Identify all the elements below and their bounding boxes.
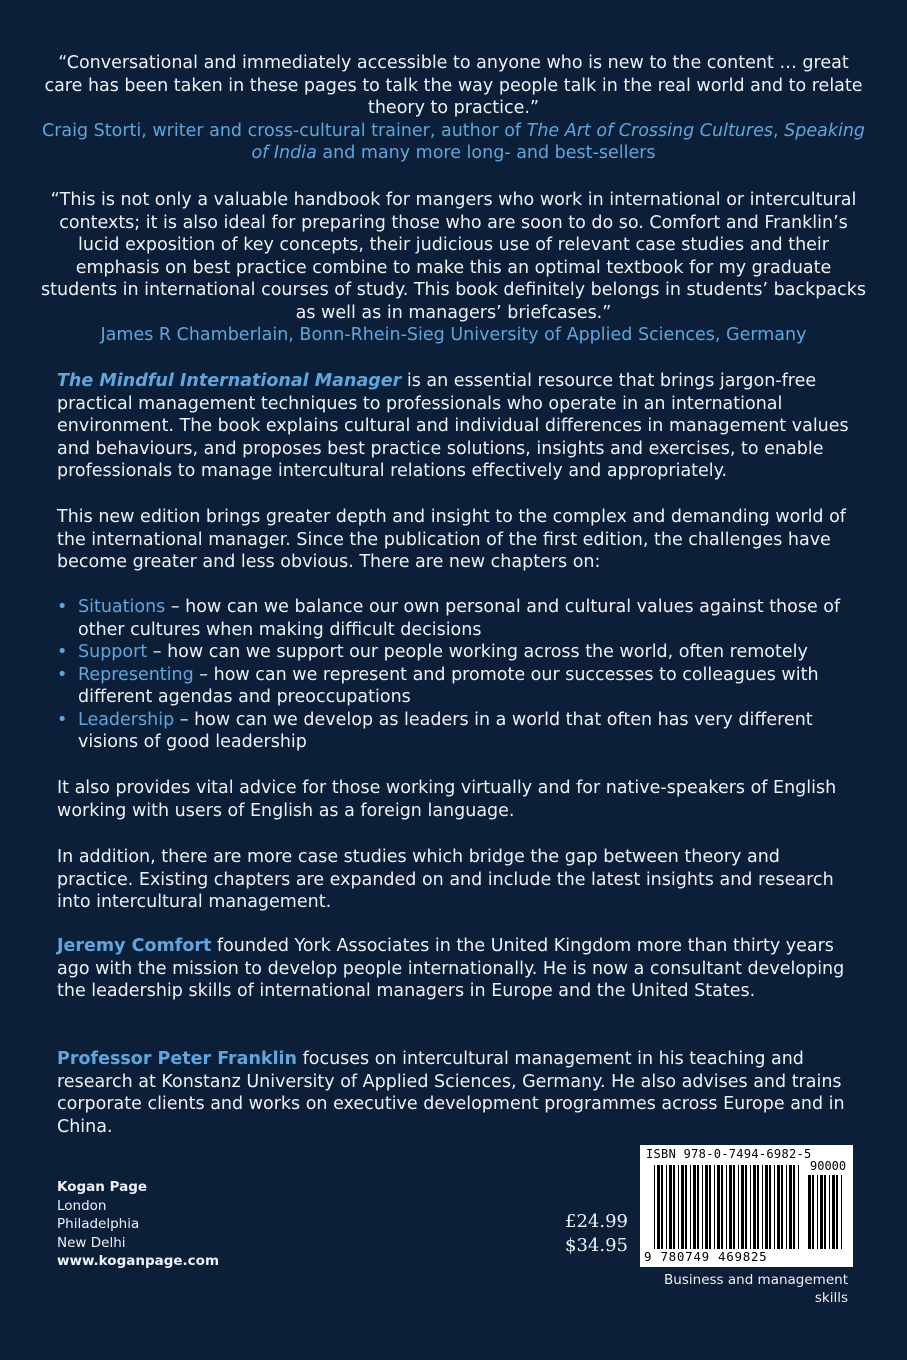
barcode-bar [765,1165,768,1249]
barcode-bar [762,1165,763,1249]
barcode-bar [781,1165,783,1249]
barcode-bar [733,1165,735,1249]
chapter-description: – how can we support our people working across the world, often remotely [147,642,808,662]
barcode-bar [817,1175,818,1249]
barcode-addon-number: 90000 [810,1159,847,1173]
barcode-bar [693,1165,696,1249]
price-gbp: £24.99 [565,1211,628,1232]
bullet-icon: • [57,664,68,685]
chapter-description: – how can we represent and promote our successes to colleagues with different agendas and preoccupations [78,664,819,707]
barcode-bar [836,1175,838,1249]
barcode-bar [808,1175,811,1249]
barcode-bar [789,1165,792,1249]
barcode-bar [721,1165,723,1249]
book-title-crossing-cultures: The Art of Crossing Cultures [526,120,773,141]
author-bio-text: founded York Associates in the United Kingdom more than thirty years ago with the mission to develop people internationally. He is now a consultant developing the leadership skills of international managers in Europe and the United States. [57,936,845,1001]
barcode-bar [666,1165,667,1249]
list-item [57,709,857,754]
barcode-bar [798,1165,799,1249]
author-bio-text: focuses on intercultural management in his teaching and research at Konstanz University of Applied Sciences, Germany. He also advises and trains corporate clients and works on executive development programmes across Europe and in China. [57,1049,845,1137]
chapter-name: Leadership [78,709,175,730]
publisher-city: New Delhi [57,1234,126,1251]
chapter-name: Representing [78,664,194,685]
attribution-separator: , [772,120,785,141]
barcode-bar [702,1165,703,1249]
barcode-bar [793,1165,795,1249]
barcode-bar [829,1175,830,1249]
publisher-city: Philadelphia [57,1216,140,1232]
barcode-bar [717,1165,720,1249]
barcode-bar [673,1165,675,1249]
barcode-bar [786,1165,787,1249]
bullet-icon: • [57,597,68,617]
publisher-name: Kogan Page [57,1179,148,1195]
barcode-bar [738,1165,739,1249]
publisher-website: www.koganpage.com [57,1253,220,1269]
barcode-bar [669,1165,672,1249]
chapter-description: – how can we develop as leaders in a world that often has very different visions of good leadership [78,709,813,752]
barcode-bar [841,1175,842,1249]
quote-storti [40,52,867,165]
book-description [57,370,857,483]
barcode-bar [690,1165,691,1249]
barcode-bar [757,1165,759,1249]
attribution-prefix: Craig Storti, writer and cross-cultural trainer, author of [41,120,527,141]
barcode-bar [681,1165,684,1249]
barcode-bar [685,1165,687,1249]
attribution-suffix: and many more long- and best-sellers [316,143,656,163]
book-description-text: is an essential resource that brings jargon-free practical management techniques to professionals who operate in an international environment. The book explains cultural and individual differences in management values and behaviours, and proposes best practice solutions, insights and exercises, to enable professionals to manage intercultural relations effectively and appropriately. [57,371,849,481]
quote-storti-attribution [40,120,867,165]
barcode-bar [729,1165,732,1249]
barcode-bar [753,1165,756,1249]
new-edition-paragraph: This new edition brings greater depth and insight to the complex and demanding world of the international manager. Since the publication of the first edition, the challenges have become greater and less obvious. There are new chapters on: [57,507,846,572]
barcode-bar [709,1165,711,1249]
barcode-bar [741,1165,744,1249]
author-franklin-bio [57,1048,857,1138]
barcode-bar [661,1165,663,1249]
barcode-bar [714,1165,715,1249]
barcode-bar [820,1175,823,1249]
chapter-name: Situations [78,597,166,617]
chapter-name: Support [78,642,148,662]
barcode-bar [769,1165,771,1249]
case-studies-paragraph: In addition, there are more case studies which bridge the gap between theory and practice. Existing chapters are expanded on and include the latest insights and research into intercultural management. [57,847,834,912]
book-title: The Mindful International Manager [57,371,402,391]
barcode-bar [697,1165,699,1249]
list-item [57,664,857,709]
publisher-info [57,1178,219,1271]
barcode-bar [774,1165,775,1249]
category-label: Business and management skills [664,1272,848,1306]
barcode-bar [745,1165,747,1249]
virtual-advice-paragraph: It also provides vital advice for those working virtually and for native-speakers of English working with users of English as a foreign language. [57,778,837,821]
barcode-bar [750,1165,751,1249]
author-name: Professor Peter Franklin [57,1049,298,1069]
bullet-icon: • [57,642,68,662]
barcode-bar [654,1165,655,1249]
barcode [640,1145,853,1267]
barcode-bar [777,1165,780,1249]
barcode-bar [726,1165,727,1249]
quote-chamberlain-text: “This is not only a valuable handbook for mangers who work in international or intercultural contexts; it is also ideal for preparing those who are soon to do so. Comfort and Franklin’s lucid exposition of key concepts, their judicious use of relevant case studies and their emphasis on best practice combine to make this an optimal textbook for my graduate students in international courses of study. This book definitely belongs in students’ backpacks as well as in managers’ briefcases.” [41,190,866,323]
author-name: Jeremy Comfort [57,936,212,956]
isbn-text: ISBN 978-0-7494-6982-5 [646,1147,812,1161]
bullet-icon: • [57,709,68,730]
chapter-description: – how can we balance our own personal and cultural values against those of other cultures when making difficult decisions [78,597,841,640]
chapter-list [57,596,857,754]
list-item [57,596,857,641]
barcode-bar [824,1175,826,1249]
price-list [548,1210,628,1258]
author-comfort-bio [57,935,857,1003]
price-usd: $34.95 [565,1235,628,1256]
barcode-bar [705,1165,708,1249]
barcode-bar [812,1175,814,1249]
quote-chamberlain-attribution: James R Chamberlain, Bonn-Rhein-Sieg University of Applied Sciences, Germany [100,325,807,345]
list-item [57,641,857,664]
barcode-ean-number: 9 780749 469825 [644,1249,768,1264]
quote-chamberlain [40,189,867,347]
barcode-bar [678,1165,679,1249]
book-title-speaking-of-india: Speaking of India [251,120,866,163]
barcode-bar [832,1175,835,1249]
publisher-city: London [57,1197,107,1214]
quote-storti-text: “Conversational and immediately accessible to anyone who is new to the content … great care has been taken in these pages to talk the way people talk in the real world and to relate theory to practice.” [44,53,863,118]
barcode-bar [657,1165,660,1249]
